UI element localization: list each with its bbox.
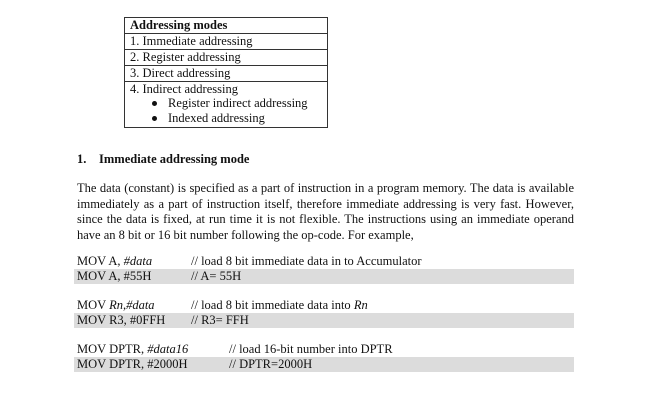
indirect-addressing-label: 4. Indirect addressing [130, 82, 238, 96]
instruction: MOV Rn,#data [77, 298, 155, 312]
addressing-modes-table [124, 17, 328, 128]
list-item [130, 111, 327, 126]
section-heading [77, 152, 249, 167]
code-line [74, 298, 574, 313]
code-line [74, 342, 574, 357]
instruction: MOV R3, #0FFH [77, 313, 166, 327]
code-line [74, 254, 574, 269]
section-title: Immediate addressing mode [99, 152, 250, 166]
code-line [74, 357, 574, 372]
table-row: 3. Direct addressing [125, 66, 327, 82]
bullet-icon [152, 116, 157, 121]
table-row [125, 82, 327, 127]
instruction: MOV A, #data [77, 254, 153, 268]
code-comment: // load 16-bit number into DPTR [229, 342, 393, 356]
section-number: 1. [77, 152, 87, 166]
bullet-icon [152, 101, 157, 106]
code-comment: // load 8 bit immediate data into Rn [191, 298, 368, 312]
list-item-text: Indexed addressing [168, 111, 265, 125]
code-comment: // DPTR=2000H [229, 357, 313, 371]
instruction: MOV DPTR, #2000H [77, 357, 188, 371]
list-item-text: Register indirect addressing [168, 96, 308, 110]
instruction: MOV DPTR, #data16 [77, 342, 189, 356]
table-row: 1. Immediate addressing [125, 34, 327, 50]
body-paragraph: The data (constant) is specified as a part of instruction in a program memory. The data is available immediately as a part of instruction itself, therefore immediate addressing is very fast. However, since the data is fixed, at run time it is not flexible. The instructions using an immediate operand have an 8 bit or 16 bit number following the op-code. For example, [77, 181, 574, 242]
code-line [74, 269, 574, 284]
table-header: Addressing modes [125, 18, 327, 34]
code-comment: // load 8 bit immediate data in to Accumulator [191, 254, 422, 268]
list-item [130, 96, 327, 111]
code-line [74, 313, 574, 328]
table-row: 2. Register addressing [125, 50, 327, 66]
code-comment: // R3= FFH [191, 313, 249, 327]
instruction: MOV A, #55H [77, 269, 152, 283]
code-comment: // A= 55H [191, 269, 242, 283]
